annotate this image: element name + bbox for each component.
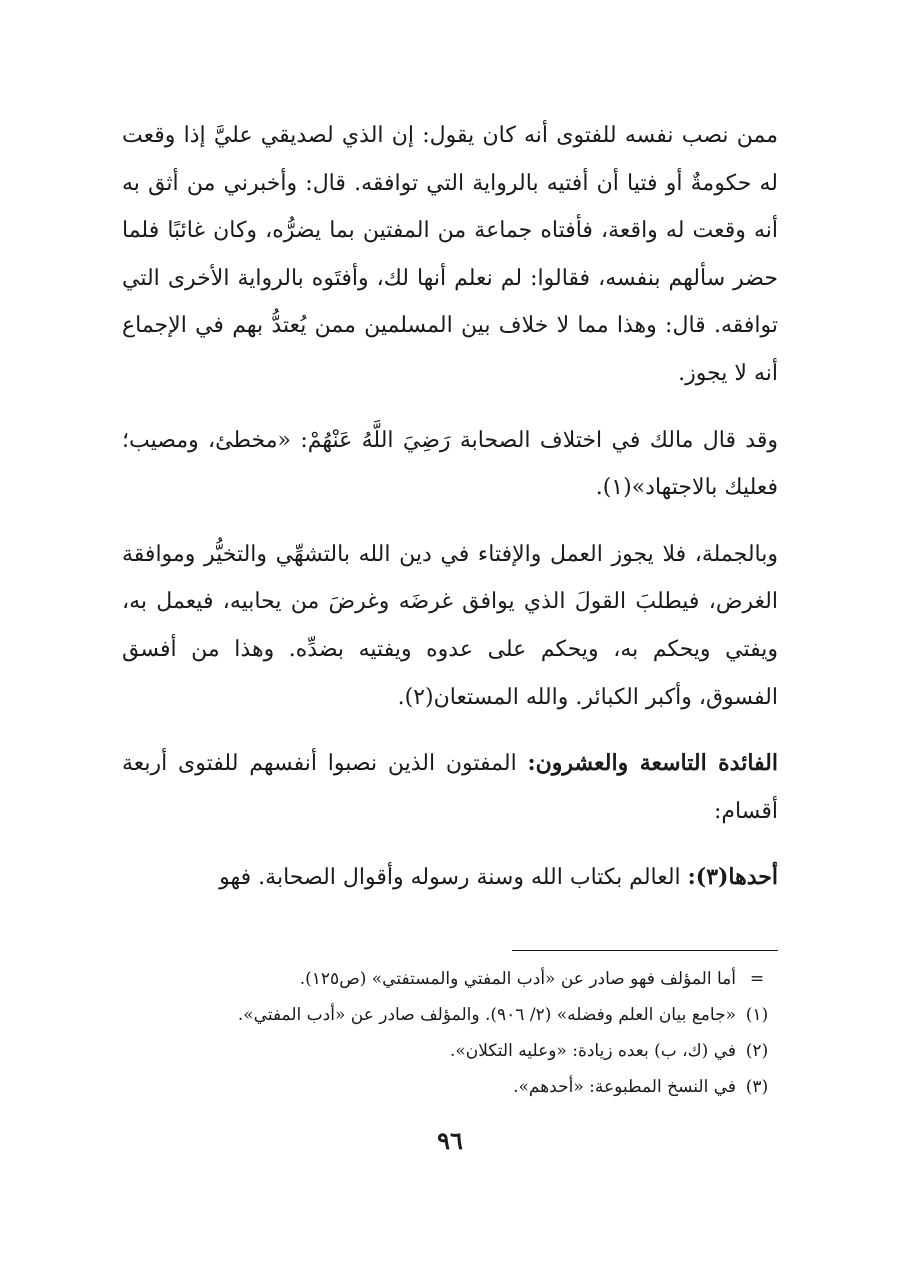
paragraph-5 [122,854,778,902]
footnote-3 [122,1069,778,1105]
footnote-text: «جامع بيان العلم وفضله» (٢/ ٩٠٦). والمؤلف صادر عن «أدب المفتي». [237,1005,736,1025]
main-text [122,112,778,902]
paragraph-2 [122,417,778,512]
footnote-text: في (ك، ب) بعده زيادة: «وعليه التكلان». [449,1041,736,1061]
footnote-2 [122,1033,778,1069]
paragraph-4 [122,740,778,835]
footnote-1 [122,997,778,1033]
paragraph-1-text: ممن نصب نفسه للفتوى أنه كان يقول: إن الذي لصديقي عليَّ إذا وقعت له حكومةٌ أو فتيا أن أفتيه بالرواية التي توافقه. قال: وأخبرني من أثق به أنه وقعت له واقعة، فأفتاه جماعة من المفتين بما يضرُّه، وكان غائبًا فلما حضر سألهم بنفسه، فقالوا: لم نعلم أنها لك، وأفتَوه بالرواية الأخرى التي توافقه. قال: وهذا مما لا خلاف بين المسلمين ممن يُعتدُّ بهم في الإجماع أنه لا يجوز. [122,123,778,386]
paragraph-3 [122,531,778,721]
footnote-mark: (١) [745,1005,769,1025]
footnote-text: أما المؤلف فهو صادر عن «أدب المفتي والمستفتي» (ص١٢٥). [299,969,736,989]
paragraph-1 [122,112,778,398]
footnote-continuation [122,961,778,997]
page-number: ٩٦ [437,1126,463,1155]
footnotes [122,961,778,1105]
footnote-mark: = [749,969,765,989]
footnote-text: في النسخ المطبوعة: «أحدهم». [513,1077,736,1097]
footnote-separator [512,950,778,951]
footnote-mark: (٣) [745,1077,769,1097]
paragraph-5-text: العالم بكتاب الله وسنة رسوله وأقوال الصحابة. فهو [219,865,688,891]
paragraph-4-text: المفتون الذين نصبوا أنفسهم للفتوى أربعة أقسام: [122,751,778,824]
footnote-mark: (٢) [745,1041,769,1061]
paragraph-3-text: وبالجملة، فلا يجوز العمل والإفتاء في دين الله بالتشهِّي والتخيُّر وموافقة الغرض، فيطلبَ القولَ الذي يوافق غرضَه وغرضَ من يحابيه، فيعمل به، ويفتي ويحكم به، ويحكم على عدوه ويفتيه بضدِّه. وهذا من أفسق الفسوق، وأكبر الكبائر. والله المستعان(٢). [122,541,778,710]
section-heading-lead: الفائدة التاسعة والعشرون: [527,750,778,777]
paragraph-2-text: وقد قال مالك في اختلاف الصحابة رَضِيَ اللَّهُ عَنْهُمْ: «مخطئ، ومصيب؛ فعليك بالاجتهاد»(١). [122,427,778,501]
item-lead: أحدها(٣): [687,864,778,891]
